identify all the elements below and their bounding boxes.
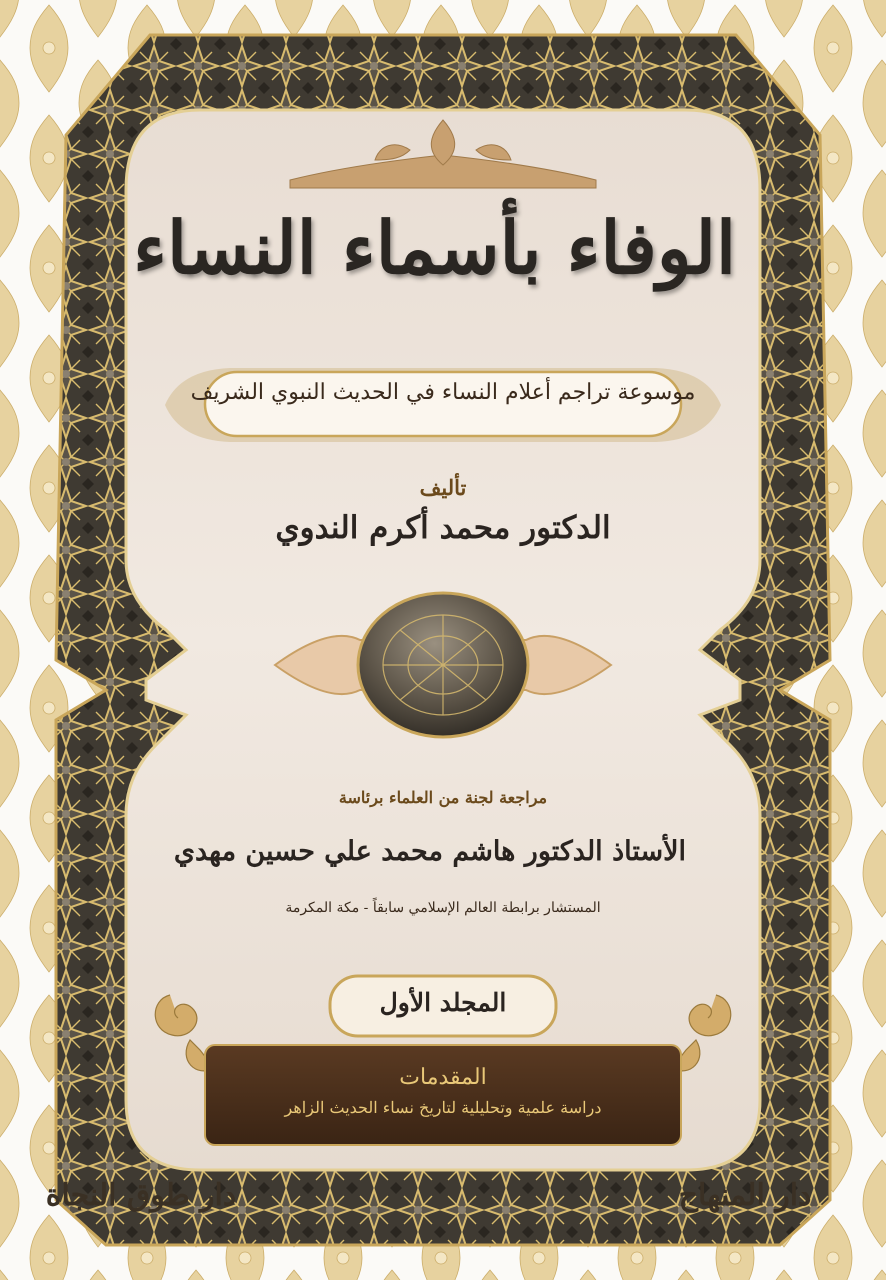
book-title: الوفاء بأسماء النساء [133,205,736,290]
reviewer-name: الأستاذ الدكتور هاشم محمد علي حسين مهدي [173,836,686,867]
author-name: الدكتور محمد أكرم الندوي [275,510,611,546]
section-title: المقدمات [399,1065,487,1090]
author-label: تأليف [419,475,467,500]
section-panel [205,1045,681,1145]
review-label: مراجعة لجنة من العلماء برئاسة [338,788,548,807]
publisher-name-left: دار طوق النجاة [45,1178,237,1213]
publisher-name-right: دار المنهاج [678,1178,812,1213]
section-subtitle: دراسة علمية وتحليلية لتاريخ نساء الحديث الزاهر [284,1098,602,1117]
volume-label: المجلد الأول [379,988,507,1017]
book-subtitle: موسوعة تراجم أعلام النساء في الحديث النبوي الشريف [190,380,696,405]
reviewer-title: المستشار برابطة العالم الإسلامي سابقاً - مكة المكرمة [285,900,601,916]
